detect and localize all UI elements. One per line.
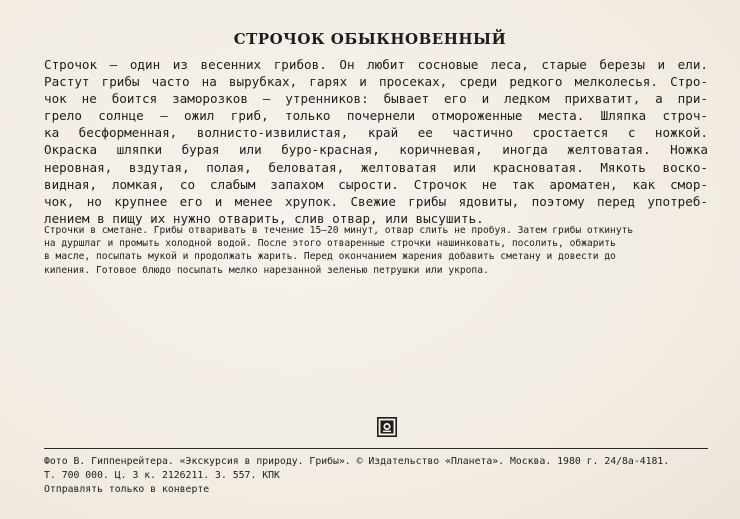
description-line: чок, но крупнее его и менее хрупок. Свежие грибы ядовиты, поэтому перед употреб- [44, 193, 708, 209]
description-line: видная, ломкая, со слабым запахом сырости. Строчок не так ароматен, как смор- [44, 176, 708, 192]
description-line: ка бесформенная, волнисто-извилистая, край ее частично сростается с ножкой. [44, 125, 708, 141]
description-line: Растут грибы часто на вырубках, гарях и просеках, среди редкого мелколесья. Стро- [44, 74, 708, 90]
footer-divider [44, 448, 708, 449]
description-text [44, 56, 708, 227]
imprint-text [44, 455, 708, 496]
description-line: чок не боится заморозков — утренников: бывает его и ледком прихватит, а при- [44, 91, 708, 107]
description-line: лением в пищу их нужно отварить, слив отвар, или высушить. [44, 210, 484, 226]
publisher-logo-icon [377, 417, 397, 437]
recipe-line: кипения. Готовое блюдо посыпать мелко нарезанной зеленью петрушки или укропа. [44, 264, 489, 276]
description-line: грело солнце — ожил гриб, только почернели отмороженные места. Шляпка строч- [44, 108, 708, 124]
card-title: СТРОЧОК ОБЫКНОВЕННЫЙ [233, 30, 507, 48]
imprint-line: Фото В. Гиппенрейтера. «Экскурсия в природу. Грибы». © Издательство «Планета». Москва. 1980 г. 24/8а-4181. [44, 456, 670, 467]
recipe-line: Строчки в сметане. Грибы отваривать в течение 15—20 минут, отвар слить не пробуя. Затем грибы откинуть [44, 225, 634, 236]
imprint-line: Отправлять только в конверте [44, 483, 210, 495]
recipe-line: в масле, посыпать мукой и продолжать жарить. Перед окончанием жарения добавить сметану и довести до [44, 251, 616, 263]
recipe-line: на дуршлаг и промыть холодной водой. После этого отваренные строчки нашинковать, посолить, обжарить [44, 238, 616, 250]
recipe-text [44, 224, 664, 277]
description-line: Окраска шляпки бурая или буро-красная, коричневая, иногда желтоватая. Ножка [44, 142, 708, 158]
imprint-line: Т. 700 000. Ц. 3 к. 2126211. З. 557. КПК [44, 469, 280, 481]
description-line: неровная, вздутая, полая, беловатая, желтоватая или красноватая. Мякоть воско- [44, 159, 708, 175]
description-line: Строчок — один из весенних грибов. Он любит сосновые леса, старые березы и ели. [44, 57, 708, 72]
